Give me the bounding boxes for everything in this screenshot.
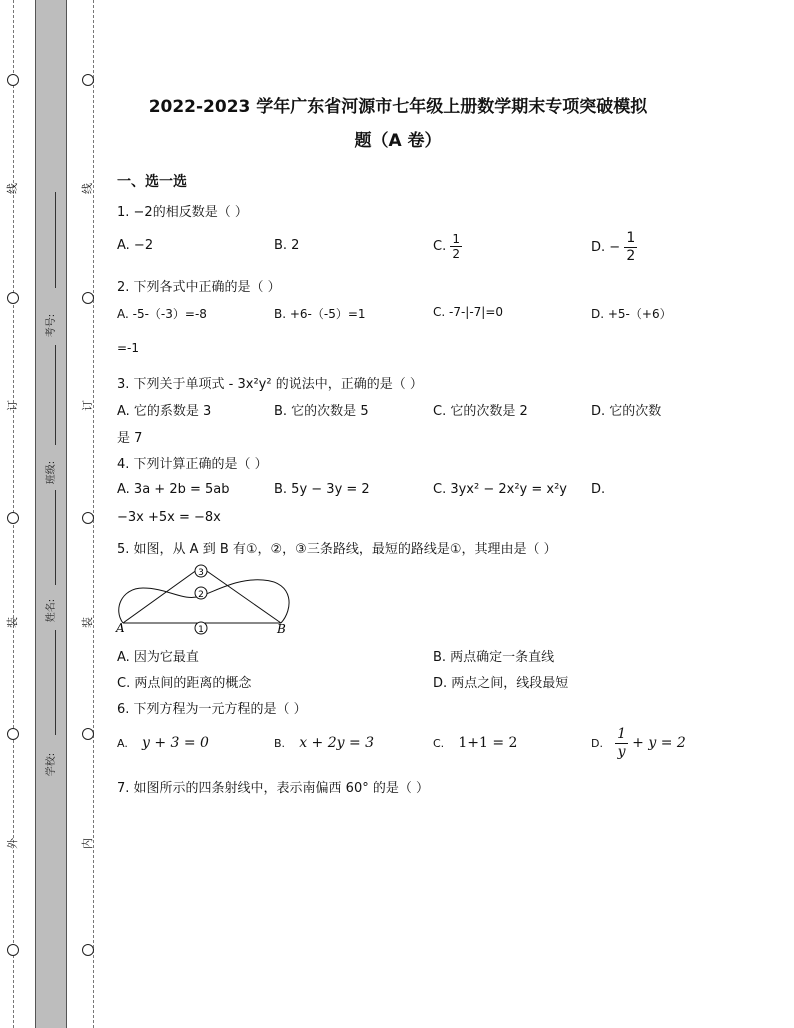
- fraction: [450, 232, 462, 261]
- question-5-option-a[interactable]: A. 因为它最直: [117, 650, 199, 665]
- question-3-option-d[interactable]: D. 它的次数: [591, 404, 662, 419]
- equation: x + 2y = 3: [299, 735, 375, 751]
- question-4-option-b[interactable]: B. 5y − 3y = 2: [274, 482, 370, 497]
- option-label: A.: [117, 737, 128, 750]
- question-2-option-a[interactable]: A. -5-（-3）=-8: [117, 307, 207, 321]
- denominator: 2: [626, 248, 636, 264]
- question-3-stem: 3. 下列关于单项式 - 3x²y² 的说法中，正确的是（ ）: [117, 377, 423, 392]
- margin-char-nei: 内: [81, 838, 94, 849]
- margin-char-ding: 订: [6, 400, 19, 411]
- name-line[interactable]: [55, 490, 56, 585]
- question-3-option-a[interactable]: A. 它的系数是 3: [117, 404, 212, 419]
- question-2-stem: 2. 下列各式中正确的是（ ）: [117, 280, 281, 295]
- question-1-option-b[interactable]: B. 2: [274, 238, 300, 253]
- exam-title-line1: 2022-2023 学年广东省河源市七年级上册数学期末专项突破模拟: [148, 97, 648, 117]
- question-5-option-d[interactable]: D. 两点之间，线段最短: [433, 676, 569, 691]
- question-5-option-c[interactable]: C. 两点间的距离的概念: [117, 676, 252, 691]
- question-2-option-d-continued: =-1: [117, 341, 140, 355]
- question-4-option-c[interactable]: C. 3yx² − 2x²y = x²y: [433, 482, 567, 497]
- circled-1-text: 1: [198, 625, 204, 635]
- option-label: C.: [433, 239, 447, 254]
- question-2-option-b[interactable]: B. +6-（-5）=1: [274, 307, 366, 321]
- point-b-label: B: [277, 622, 286, 636]
- binding-hole: [7, 944, 19, 956]
- option-label: D. −: [591, 240, 621, 255]
- binding-hole: [82, 944, 94, 956]
- fraction: [624, 230, 637, 265]
- binding-hole: [82, 512, 94, 524]
- denominator: 2: [452, 247, 460, 261]
- circled-3-text: 3: [198, 568, 204, 578]
- question-4-option-d-continued: −3x +5x = −8x: [117, 510, 221, 525]
- binding-band: [35, 0, 67, 1028]
- denominator: y: [617, 744, 626, 760]
- question-4-option-d[interactable]: D.: [591, 482, 606, 497]
- equation: y + 3 = 0: [141, 735, 209, 751]
- question-7-stem: 7. 如图所示的四条射线中，表示南偏西 60° 的是（ ）: [117, 781, 429, 796]
- question-6-option-a[interactable]: [117, 735, 209, 751]
- equation: 1+1 = 2: [458, 735, 518, 751]
- question-1-option-c[interactable]: [433, 232, 462, 261]
- question-6-option-b[interactable]: [274, 735, 374, 751]
- exam-title: [108, 90, 688, 158]
- question-2-option-d[interactable]: D. +5-（+6）: [591, 307, 672, 321]
- binding-hole: [7, 512, 19, 524]
- question-3-option-d-continued: 是 7: [117, 431, 143, 446]
- route-diagram: [113, 560, 303, 640]
- question-3-option-c[interactable]: C. 它的次数是 2: [433, 404, 528, 419]
- route-2-curve: [119, 580, 289, 623]
- exam-number-label: 考号:: [46, 313, 58, 338]
- circled-2-text: 2: [198, 590, 204, 600]
- question-3-option-b[interactable]: B. 它的次数是 5: [274, 404, 369, 419]
- binding-hole: [82, 74, 94, 86]
- binding-hole: [82, 728, 94, 740]
- school-label: 学校:: [46, 752, 58, 777]
- fraction: [615, 726, 628, 761]
- question-1-stem: 1. −2的相反数是（ ）: [117, 205, 248, 220]
- question-5-option-b[interactable]: B. 两点确定一条直线: [433, 650, 555, 665]
- margin-char-zhuang: 装: [81, 617, 94, 628]
- question-6-stem: 6. 下列方程为一元方程的是（ ）: [117, 702, 307, 717]
- question-6-option-d[interactable]: [591, 726, 686, 761]
- point-a-label: A: [116, 621, 125, 635]
- margin-char-ding: 订: [81, 400, 94, 411]
- class-line[interactable]: [55, 345, 56, 445]
- question-6-option-c[interactable]: [433, 735, 517, 751]
- binding-hole: [7, 728, 19, 740]
- question-5-stem: 5. 如图，从 A 到 B 有①，②，③三条路线，最短的路线是①，其理由是（ ）: [117, 542, 557, 557]
- name-label: 姓名:: [46, 598, 58, 623]
- section-heading: 一、选一选: [117, 174, 187, 190]
- class-label: 班级:: [46, 460, 58, 485]
- numerator: 1: [626, 230, 636, 246]
- margin-char-wai: 外: [6, 838, 19, 849]
- binding-margin: [0, 0, 100, 1028]
- question-1-option-d[interactable]: [591, 230, 637, 265]
- exam-title-line2: 题（A 卷）: [354, 131, 442, 151]
- margin-char-xian: 线: [81, 183, 94, 194]
- question-4-option-a[interactable]: A. 3a + 2b = 5ab: [117, 482, 230, 497]
- binding-hole: [7, 74, 19, 86]
- school-line[interactable]: [55, 630, 56, 735]
- question-1-option-a[interactable]: A. −2: [117, 238, 154, 253]
- numerator: 1: [452, 232, 460, 246]
- option-label: C.: [433, 737, 445, 750]
- binding-hole: [82, 292, 94, 304]
- option-label: B.: [274, 737, 286, 750]
- exam-number-line[interactable]: [55, 192, 56, 288]
- binding-hole: [7, 292, 19, 304]
- question-4-stem: 4. 下列计算正确的是（ ）: [117, 457, 268, 472]
- question-2-option-c[interactable]: C. -7-|-7|=0: [433, 305, 504, 319]
- margin-char-xian: 线: [6, 183, 19, 194]
- option-label: D.: [591, 737, 603, 750]
- margin-char-zhuang: 装: [6, 617, 19, 628]
- equation: + y = 2: [632, 735, 686, 751]
- numerator: 1: [617, 726, 627, 742]
